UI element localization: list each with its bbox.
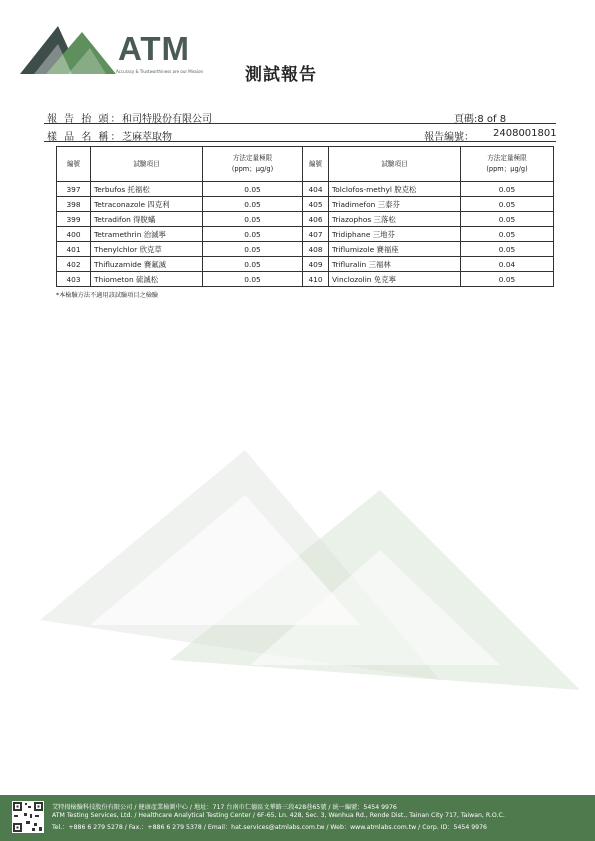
table-row — [57, 212, 554, 227]
quant-limit: 0.05 — [203, 257, 303, 272]
qr-code-icon — [12, 801, 44, 833]
row-number: 406 — [303, 212, 329, 227]
col-header-limit — [461, 147, 554, 182]
row-number: 405 — [303, 197, 329, 212]
row-number: 409 — [303, 257, 329, 272]
test-item: Trifluralin 三福林 — [329, 257, 461, 272]
test-item: Triflumizole 賽福座 — [329, 242, 461, 257]
footer-contact-line: Tel.：+886 6 279 5278 / Fax.：+886 6 279 5378 / Email：hat.services@atmlabs.com.tw / Web：www.atmlabs.com.tw / Corp. ID：5454 9976 — [52, 824, 487, 831]
quant-limit: 0.05 — [461, 272, 554, 287]
quant-limit: 0.05 — [461, 182, 554, 197]
test-item: Tolclofos-methyl 脫克松 — [329, 182, 461, 197]
test-item: Triadimefon 三泰芬 — [329, 197, 461, 212]
quant-limit: 0.05 — [203, 212, 303, 227]
page-title: 測試報告 — [245, 65, 317, 85]
limit-header-line1: 方法定量極限 — [232, 154, 273, 162]
quant-limit: 0.04 — [461, 257, 554, 272]
header-divider — [44, 141, 556, 142]
results-table — [56, 146, 554, 287]
client-value: 和司特股份有限公司 — [122, 114, 212, 125]
sample-label: 樣 品 名 稱： — [47, 132, 123, 143]
row-number: 408 — [303, 242, 329, 257]
footnote: *本檢驗方法不適用該試驗項目之檢驗 — [56, 292, 159, 299]
page-footer — [0, 795, 595, 841]
client-label: 報 告 抬 頭： — [47, 114, 123, 125]
footer-company-line: 艾特拇檢驗科技股份有限公司 / 健康產業檢測中心 / 地址：717 台南市仁德區文華路三段428巷65號 / 統一編號：5454 9976 — [52, 804, 397, 811]
table-row — [57, 197, 554, 212]
test-item: Tetraconazole 四克利 — [91, 197, 203, 212]
quant-limit: 0.05 — [203, 272, 303, 287]
report-number-value: 2408001801 — [493, 128, 557, 139]
test-item: Thifluzamide 賽氟滅 — [91, 257, 203, 272]
quant-limit: 0.05 — [203, 242, 303, 257]
row-number: 410 — [303, 272, 329, 287]
row-number: 397 — [57, 182, 91, 197]
limit-header-line2: (ppm；μg/g) — [231, 165, 274, 173]
table-row — [57, 182, 554, 197]
col-header-item: 試驗項目 — [329, 147, 461, 182]
report-number-label: 報告編號： — [424, 132, 474, 143]
table-row — [57, 242, 554, 257]
col-header-limit — [203, 147, 303, 182]
col-header-item: 試驗項目 — [91, 147, 203, 182]
row-number: 404 — [303, 182, 329, 197]
row-number: 400 — [57, 227, 91, 242]
quant-limit: 0.05 — [461, 227, 554, 242]
page-number: 頁碼:8 of 8 — [454, 114, 507, 125]
sample-value: 芝麻萃取物 — [122, 132, 172, 143]
row-number: 401 — [57, 242, 91, 257]
limit-header-line1: 方法定量極限 — [487, 154, 527, 162]
logo-slogan: Accuracy & Trustworthiness are our Mission — [116, 69, 204, 74]
test-item: Tetramethrin 治滅寧 — [91, 227, 203, 242]
test-item: Tetradifon 得脫蟎 — [91, 212, 203, 227]
footer-address-line: ATM Testing Services, Ltd. / Healthcare Analytical Testing Center / 6F-65, Ln. 428, Sec. 3, Wenhua Rd., Rende Dist., Tainan City 717, Taiwan, R.O.C. — [52, 812, 505, 819]
row-number: 399 — [57, 212, 91, 227]
test-item: Triazophos 三落松 — [329, 212, 461, 227]
quant-limit: 0.05 — [461, 212, 554, 227]
test-item: Terbufos 托福松 — [91, 182, 203, 197]
row-number: 403 — [57, 272, 91, 287]
row-number: 407 — [303, 227, 329, 242]
limit-header-line2: (ppm；μg/g) — [486, 165, 528, 173]
quant-limit: 0.05 — [203, 197, 303, 212]
table-row — [57, 257, 554, 272]
col-header-no: 編號 — [303, 147, 329, 182]
quant-limit: 0.05 — [461, 197, 554, 212]
row-number: 402 — [57, 257, 91, 272]
table-header-row — [57, 147, 554, 182]
col-header-no: 編號 — [57, 147, 91, 182]
quant-limit: 0.05 — [203, 182, 303, 197]
test-item: Tridiphane 三地芬 — [329, 227, 461, 242]
table-row — [57, 227, 554, 242]
logo-wordmark: ATM — [118, 30, 191, 67]
header-divider — [44, 123, 556, 124]
watermark-graphic — [0, 420, 595, 700]
quant-limit: 0.05 — [203, 227, 303, 242]
table-row — [57, 272, 554, 287]
test-item: Vinclozolin 免克寧 — [329, 272, 461, 287]
test-item: Thiometon 硫滅松 — [91, 272, 203, 287]
quant-limit: 0.05 — [461, 242, 554, 257]
test-item: Thenylchlor 欣克草 — [91, 242, 203, 257]
row-number: 398 — [57, 197, 91, 212]
